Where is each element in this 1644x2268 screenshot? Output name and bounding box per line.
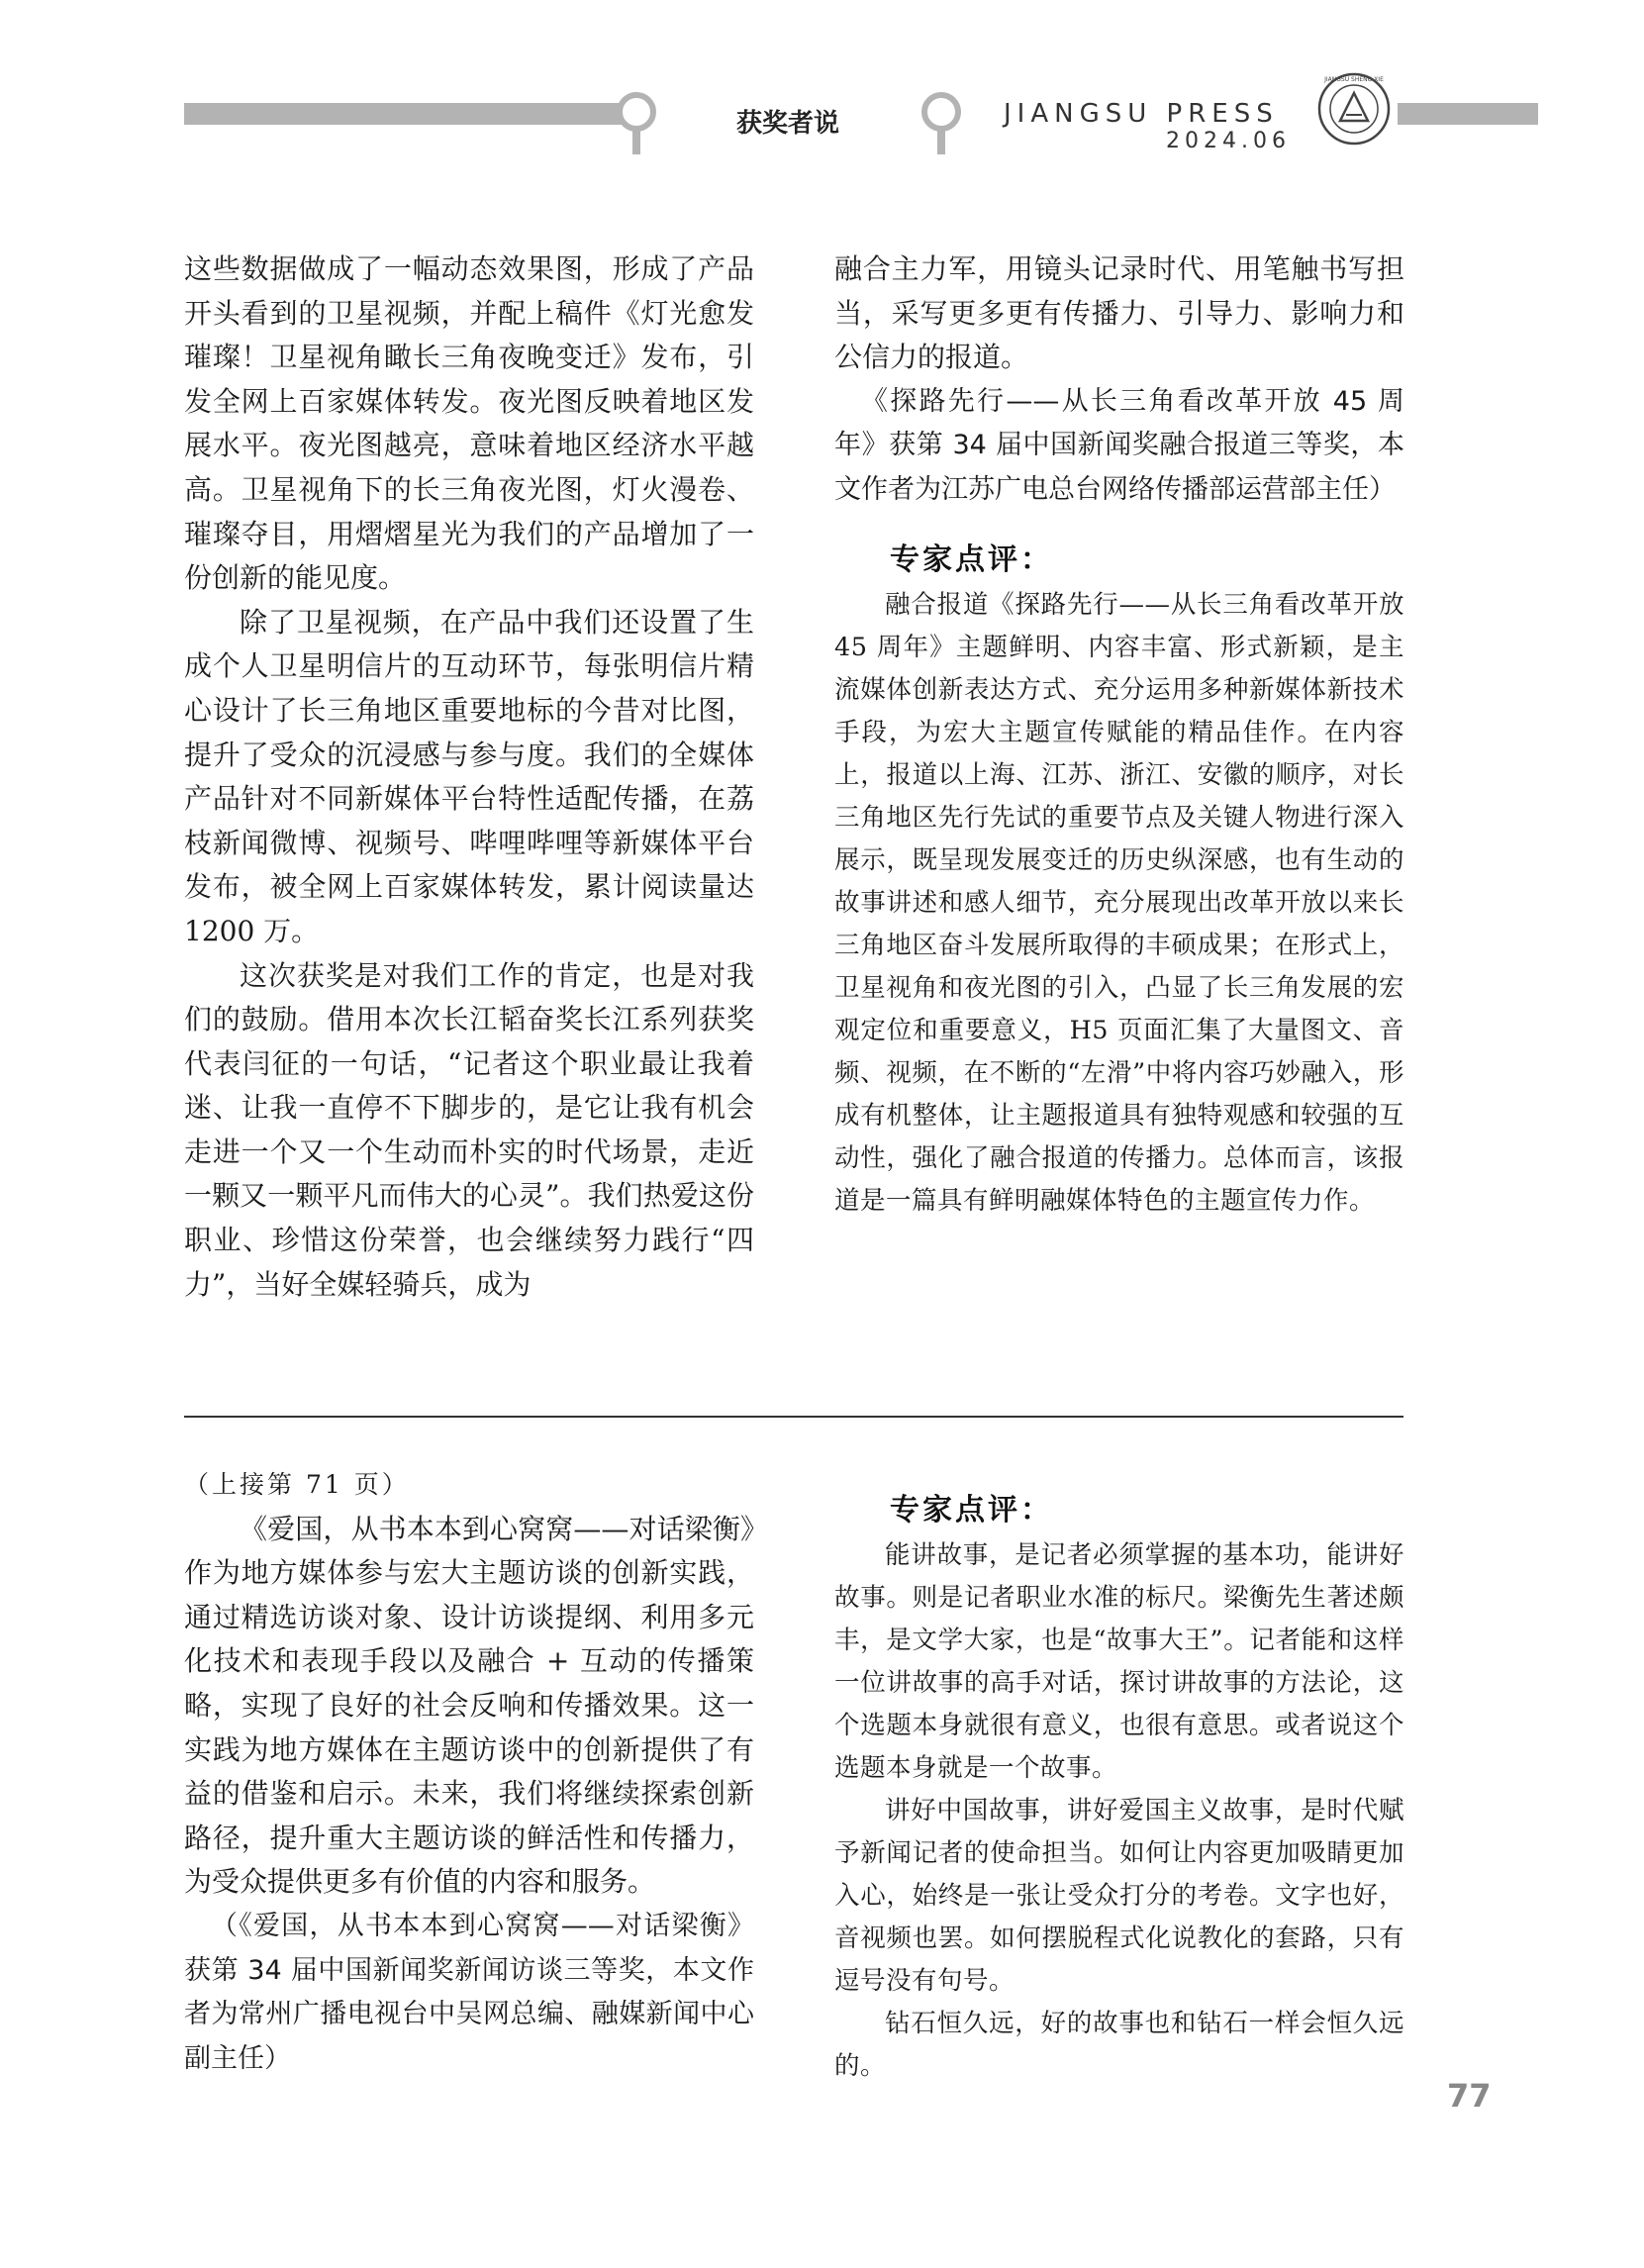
upper-left-column — [184, 247, 754, 1307]
expert-review-paragraph: 融合报道《探路先行——从长三角看改革开放 45 周年》主题鲜明、内容丰富、形式新颖，是主流媒体创新表达方式、充分运用多种新媒体新技术手段，为宏大主题宣传赋能的精品佳作。在内容上，报道以上海、江苏、浙江、安徽的顺序，对长三角地区先行先试的重要节点及关键人物进行深入展示，既呈现发展变迁的历史纵深感，也有生动的故事讲述和感人细节，充分展现出改革开放以来长三角地区奋斗发展所取得的丰硕成果；在形式上，卫星视角和夜光图的引入，凸显了长三角发展的宏观定位和重要意义，H5 页面汇集了大量图文、音频、视频，在不断的“左滑”中将内容巧妙融入，形成有机整体，让主题报道具有独特观感和较强的互动性，强化了融合报道的传播力。总体而言，该报道是一篇具有鲜明融媒体特色的主题宣传力作。 — [834, 589, 1404, 1216]
expert-review-paragraph: 讲好中国故事，讲好爱国主义故事，是时代赋予新闻记者的使命担当。如何让内容更加吸睛更加入心，始终是一张让受众打分的考卷。文字也好，音视频也罢。如何摆脱程式化说教化的套路，只有逗号没有句号。 — [834, 1796, 1404, 1996]
press-name: JIANGSU PRESS — [1004, 99, 1279, 129]
article-credit: 《探路先行——从长三角看改革开放 45 周年》获第 34 届中国新闻奖融合报道三等奖，本文作者为江苏广电总台网络传播部运营部主任） — [834, 385, 1404, 505]
expert-review-paragraph: 能讲故事，是记者必须掌握的基本功，能讲好故事。则是记者职业水准的标尺。梁衡先生著述颇丰，是文学大家，也是“故事大王”。记者能和这样一位讲故事的高手对话，探讨讲故事的方法论，这个选题本身就很有意义，也很有意思。或者说这个选题本身就是一个故事。 — [834, 1540, 1404, 1783]
body-paragraph: 融合主力军，用镜头记录时代、用笔触书写担当，采写更多更有传播力、引导力、影响力和公信力的报道。 — [834, 252, 1404, 374]
section-divider — [184, 1416, 1403, 1418]
expert-review — [834, 535, 1404, 1223]
body-paragraph: 除了卫星视频，在产品中我们还设置了生成个人卫星明信片的互动环节，每张明信片精心设计了长三角地区重要地标的今昔对比图，提升了受众的沉浸感与参与度。我们的全媒体产品针对不同新媒体平台特性适配传播，在荔枝新闻微博、视频号、哔哩哔哩等新媒体平台发布，被全网上百家媒体转发，累计阅读量达 1200 万。 — [184, 605, 754, 947]
header-bar-left — [184, 103, 629, 125]
continued-note: （上接第 71 页） — [184, 1470, 410, 1499]
expert-review-paragraph: 钻石恒久远，好的故事也和钻石一样会恒久远的。 — [834, 2009, 1404, 2081]
header-bar-right — [1398, 103, 1538, 125]
article-credit: （《爱国，从书本本到心窝窝——对话梁衡》获第 34 届中国新闻奖新闻访谈三等奖，本文作者为常州广播电视台中吴网总编、融媒新闻中心副主任） — [184, 1910, 754, 2074]
expert-review — [834, 1485, 1404, 2088]
upper-right-column — [834, 247, 1404, 1223]
svg-text:JIANGSU SHENG XIE: JIANGSU SHENG XIE — [1324, 76, 1384, 83]
body-paragraph: 这些数据做成了一幅动态效果图，形成了产品开头看到的卫星视频，并配上稿件《灯光愈发璀璨！卫星视角瞰长三角夜晚变迁》发布，引发全网上百家媒体转发。夜光图反映着地区发展水平。夜光图越亮，意味着地区经济水平越高。卫星视角下的长三角夜光图，灯火漫卷、璀璨夺目，用熠熠星光为我们的产品增加了一份创新的能见度。 — [184, 252, 754, 595]
map-pin-icon — [616, 91, 657, 156]
page-number: 77 — [1447, 2077, 1492, 2115]
association-seal-logo — [1316, 71, 1392, 147]
body-paragraph: 《爱国，从书本本到心窝窝——对话梁衡》作为地方媒体参与宏大主题访谈的创新实践，通过精选访谈对象、设计访谈提纲、利用多元化技术和表现手段以及融合 + 互动的传播策略，实现了良好的社会反响和传播效果。这一实践为地方媒体在主题访谈中的创新提供了有益的借鉴和启示。未来，我们将继续探索创新路径，提升重大主题访谈的鲜活性和传播力，为受众提供更多有价值的内容和服务。 — [184, 1512, 754, 1899]
expert-review-title: 专家点评： — [890, 1493, 1053, 1528]
lower-left-column — [184, 1463, 754, 2081]
section-title: 获奖者说 — [736, 109, 840, 139]
map-pin-icon — [920, 91, 962, 156]
expert-review-title: 专家点评： — [890, 542, 1053, 577]
issue-date: 2024.06 — [1166, 129, 1291, 153]
body-paragraph: 这次获奖是对我们工作的肯定，也是对我们的鼓励。借用本次长江韬奋奖长江系列获奖代表闫征的一句话，“记者这个职业最让我着迷、让我一直停不下脚步的，是它让我有机会走进一个又一个生动而朴实的时代场景，走近一颗又一颗平凡而伟大的心灵”。我们热爱这份职业、珍惜这份荣誉，也会继续努力践行“四力”，当好全媒轻骑兵，成为 — [184, 958, 754, 1301]
